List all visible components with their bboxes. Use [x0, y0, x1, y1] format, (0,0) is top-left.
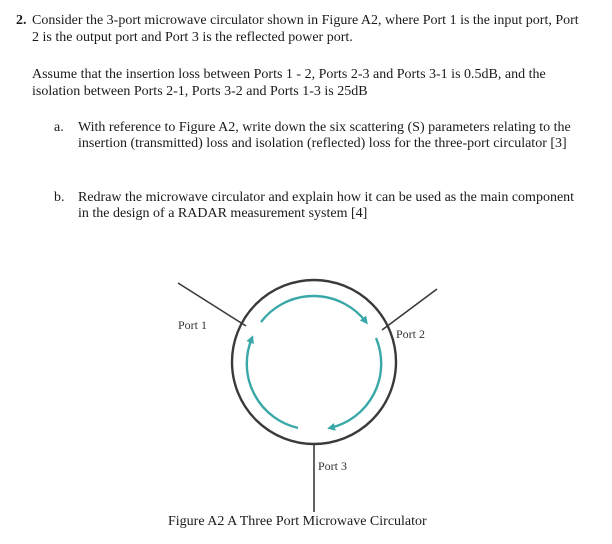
- port2-line: [382, 289, 437, 330]
- question-number: 2.: [16, 13, 27, 28]
- port2-label: Port 2: [396, 327, 426, 341]
- part-b-text: Redraw the microwave circulator and explain how it can be used as the main component in the design of a RADAR measurement system [4]: [78, 190, 575, 221]
- part-a-label: a.: [54, 120, 64, 135]
- question-intro: Consider the 3-port microwave circulator shown in Figure A2, where Port 1 is the input port, Port 2 is the output port and Port 3 is the reflected power port.: [32, 13, 579, 45]
- arrow-port2-to-port3: [330, 338, 381, 428]
- figure-caption: Figure A2 A Three Port Microwave Circulator: [168, 514, 427, 529]
- port1-label: Port 1: [178, 318, 208, 332]
- port3-label: Port 3: [318, 459, 348, 473]
- arrow-port1-to-port2: [261, 296, 366, 322]
- arrow-port3-to-port1: [247, 338, 298, 428]
- assumption-paragraph: Assume that the insertion loss between Ports 1 - 2, Ports 2-3 and Ports 3-1 is 0.5dB, and the isolation between Ports 2-1, Ports 3-2 and Ports 1-3 is 25dB: [32, 67, 546, 99]
- part-a-text: With reference to Figure A2, write down the six scattering (S) parameters relating to the insertion (transmitted) loss and isolation (reflected) loss for the three-port circulator [3]: [78, 120, 571, 151]
- part-b-label: b.: [54, 190, 65, 205]
- circulator-body: [232, 280, 396, 444]
